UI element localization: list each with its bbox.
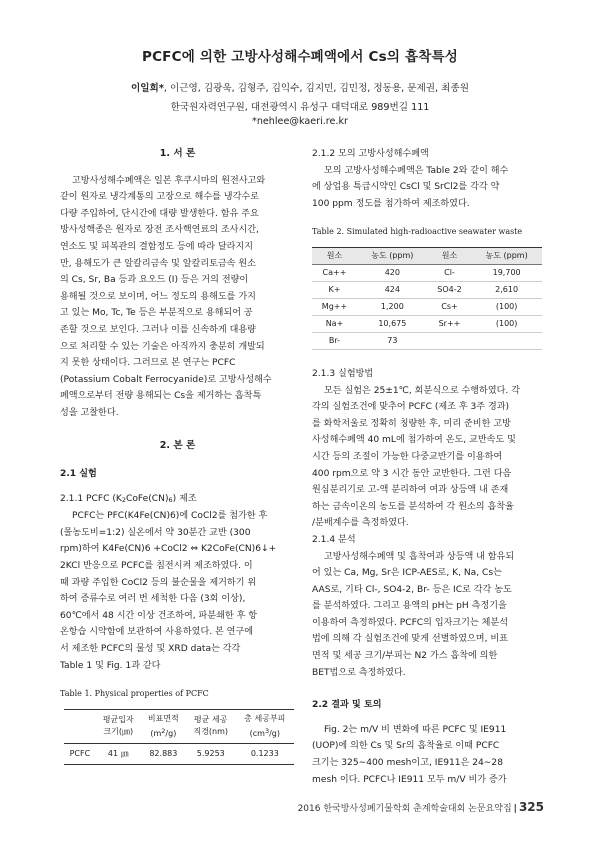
text-line: 에 상업용 특급시약인 CsCl 및 SrCl2를 각각 약	[312, 182, 500, 193]
table1-cell: 41 ㎛	[107, 748, 129, 758]
table2-cell: Cl-	[428, 264, 472, 281]
table2-row	[312, 281, 542, 298]
table1-cell: 0.1233	[250, 748, 279, 758]
text-line: 를 화학저울로 정확히 칭량한 후, 미리 준비한 고방	[312, 418, 511, 429]
table2-cell	[428, 332, 472, 349]
text-line: 으로 처리할 수 있는 기술은 아직까지 충분히 개발되	[60, 341, 265, 352]
table2-header: 농도 (ppm)	[357, 247, 428, 264]
text-line: 연소도 및 피복관의 결함정도 등에 따라 달라지지	[60, 241, 254, 252]
text-line: rpm)하여 K4Fe(CN)6 +CoCl2 ⇔ K2CoFe(CN)6↓+	[60, 544, 277, 555]
experiment-method-paragraph	[312, 383, 544, 532]
text-line: 크기는 325∼400 mesh이고, IE911은 24∼28	[312, 758, 503, 769]
text-line: (UOP)에 의한 Cs 및 Sr의 흡착율로 이때 PCFC	[312, 741, 500, 752]
text-line: /분배계수를 측정하였다.	[312, 518, 409, 529]
table2-cell: 2,610	[471, 281, 542, 298]
text-line: (Potassium Cobalt Ferrocyanide)로 고방사성해수	[60, 374, 272, 385]
text-line: 서 제조한 PCFC의 물성 및 XRD data는 각각	[60, 644, 241, 655]
table2-header: 원소	[428, 247, 472, 264]
subsection-experiment-heading: 2.1 실험	[60, 469, 97, 480]
table2-cell: 73	[357, 332, 428, 349]
text-line: 이용하여 측정하였다. PCFC의 입자크기는 체분석	[312, 617, 508, 628]
text-line: Table 1 및 Fig. 1과 같다	[60, 660, 161, 671]
subsection-analysis-heading: 2.1.4 분석	[312, 534, 356, 545]
text-line: 다량 주입하여, 단시간에 대량 발생한다. 함유 주요	[60, 208, 259, 219]
text-line: 때 과량 주입한 CoCl2 등의 불순물을 제거하기 위	[60, 577, 257, 588]
text-line: 온항습 시약함에 보관하여 사용하였다. 본 연구에	[60, 627, 254, 638]
text-line: 2KCl 반응으로 PCFC를 침전시켜 제조하였다. 이	[60, 561, 253, 572]
left-column	[60, 146, 295, 765]
text-line: mesh 이다. PCFC나 IE911 모두 m/V 비가 증가	[312, 774, 507, 785]
table1-header: 평균입자 크기(㎛)	[96, 709, 141, 743]
text-line: 폐액으로부터 전량 용해되는 Cs을 제거하는 흡착특	[60, 391, 262, 402]
table1-cell: PCFC	[69, 748, 91, 758]
author-list	[0, 80, 600, 94]
analysis-paragraph	[312, 549, 544, 682]
text-line: 를 분석하였다. 그리고 용액의 pH는 pH 측정기을	[312, 601, 507, 612]
section-introduction-heading: 1. 서 론	[159, 148, 196, 159]
table2-cell: 19,700	[471, 264, 542, 281]
text-line: 고 있는 Mo, Tc, Te 등은 부분적으로 용해되어 공	[60, 308, 253, 319]
results-paragraph	[312, 722, 544, 788]
text-line: 모의 고방사성해수폐액은 Table 2와 같이 해수	[324, 165, 509, 176]
text-line: 사성해수폐액 40 mL에 첨가하여 온도, 교반속도 및	[312, 435, 516, 446]
text-line: 용해될 것으로 보이며, 어느 정도의 용해도를 가지	[60, 291, 256, 302]
table2-header: 원소	[312, 247, 357, 264]
table1-cell: 82.883	[149, 748, 178, 758]
text-line: 고방사성해수폐액은 일본 후쿠시마의 원전사고와	[72, 175, 266, 186]
paper-title: PCFC에 의한 고방사성해수폐액에서 Cs의 흡착특성	[141, 49, 458, 65]
table2-cell: Na+	[312, 315, 357, 332]
section-body-heading: 2. 본 론	[159, 439, 196, 451]
table2-row	[312, 298, 542, 315]
table2-cell: Br-	[312, 332, 357, 349]
footer-separator: |	[513, 804, 517, 814]
table2-cell: 420	[357, 264, 428, 281]
affiliation: 한국원자력연구원, 대전광역시 유성구 대덕대로 989번길 111	[170, 102, 430, 113]
table2-cell: 10,675	[357, 315, 428, 332]
text-line: AAS로, 기타 Cl-, SO4-2, Br- 등은 IC로 각각 농도	[312, 584, 512, 595]
text-line: 어 있는 Ca, Mg, Sr은 ICP-AES로, K, Na, Cs는	[312, 568, 502, 579]
table1-header: 평균 세공 직경(nm)	[186, 709, 236, 743]
right-column	[312, 146, 544, 788]
simulated-waste-paragraph	[312, 163, 544, 213]
text-line: 의 Cs, Sr, Ba 등과 요오드 (I) 등은 거의 전량이	[60, 275, 249, 286]
contact-email: *nehlee@kaeri.re.kr	[252, 116, 348, 127]
table2-cell: Ca++	[312, 264, 357, 281]
subsection-results-heading: 2.2 결과 및 토의	[312, 700, 382, 711]
text-line: (몰농도비=1:2) 실온에서 약 30분간 교반 (300	[60, 527, 251, 538]
text-line: 면적 및 세공 크기/부피는 N2 가스 흡착에 의한	[312, 651, 498, 662]
text-line: 원심분리기로 고-액 분리하여 여과 상등액 내 존재	[312, 485, 509, 496]
table2-cell: 424	[357, 281, 428, 298]
text-line: 성을 고찰한다.	[60, 407, 119, 418]
table2-row	[312, 315, 542, 332]
table2-header: 농도 (ppm)	[471, 247, 542, 264]
footer-proceedings-title: 2016 한국방사성폐기물학회 춘계학술대회 논문요약집	[297, 804, 512, 814]
subsection-simulated-waste-heading: 2.1.2 모의 고방사성해수폐액	[312, 149, 429, 159]
text-line: 400 rpm으로 약 3 시간 동안 교반한다. 그런 다음	[312, 468, 512, 479]
text-line: 60℃에서 48 시간 이상 건조하여, 파분쇄한 후 항	[60, 610, 258, 621]
text-line: 하여 증류수로 여러 번 세척한 다음 (3회 이상),	[60, 594, 246, 605]
page-number: 325	[518, 800, 544, 814]
text-line: 법에 의해 각 실험조건에 맞게 선별하였으며, 비표	[312, 634, 508, 645]
method-paragraph	[60, 508, 295, 674]
subsection-method-heading: 2.1.3 실험방법	[312, 368, 374, 379]
table2-cell	[471, 332, 542, 349]
table1-header: 비표면적 $(m^2/g)$	[141, 709, 186, 743]
table1-cell: 5.9253	[196, 748, 225, 758]
text-line: Fig. 2는 m/V 비 변화에 따른 PCFC 및 IE911	[324, 724, 507, 735]
text-line: PCFC는 PFC(K4Fe(CN)6)에 CoCl2를 첨가한 후	[72, 511, 268, 522]
page-footer	[298, 800, 544, 814]
text-line: 지 못한 상태이다. 그러므로 본 연구는 PCFC	[60, 358, 236, 369]
table1-caption: Table 1. Physical properties of PCFC	[60, 689, 209, 699]
table2-cell: Sr++	[428, 315, 472, 332]
text-line: 하는 금속이온의 농도를 분석하여 각 원소의 흡착율	[312, 501, 514, 512]
table2-cell: (100)	[471, 298, 542, 315]
table2-cell: Mg++	[312, 298, 357, 315]
text-line: 고방사성해수폐액 및 흡착여과 상등액 내 함유되	[324, 551, 515, 562]
text-line: 방사성핵종은 원자로 장전 조사핵연료의 조사시간,	[60, 225, 259, 236]
table2-row	[312, 264, 542, 281]
text-line: 시간 등의 조절이 가능한 다중교반기를 이용하여	[312, 451, 503, 462]
table2-row	[312, 332, 542, 349]
table2-cell: Cs+	[428, 298, 472, 315]
text-line: 같이 원자로 냉각계통의 고장으로 해수를 냉각수로	[60, 192, 259, 203]
text-line: 100 ppm 정도를 첨가하여 제조하였다.	[312, 198, 470, 209]
table2-cell: K+	[312, 281, 357, 298]
coauthors: , 이근영, 김광욱, 김형주, 김익수, 김지민, 김민정, 정동용, 문제권, 최종원	[163, 83, 469, 94]
table2-cell: 1,200	[357, 298, 428, 315]
text-line: 각의 실험조건에 맞추어 PCFC (제조 후 3주 경과)	[312, 402, 510, 413]
introduction-paragraph	[60, 173, 295, 422]
table1-physical-properties	[64, 709, 294, 765]
table2-seawater-composition	[312, 247, 542, 350]
table1-row	[64, 743, 294, 764]
table1-header-blank	[64, 709, 96, 743]
text-line: 모든 실험은 25±1℃, 회분식으로 수행하였다. 각	[324, 385, 520, 396]
table2-caption: Table 2. Simulated high-radioactive seawater waste	[312, 227, 523, 237]
subsection-pcfc-heading: 2.1.1 PCFC (K2CoFe(CN)6) 제조	[60, 493, 197, 504]
text-line: 만, 용해도가 큰 알칼리금속 및 알칼리토금속 원소	[60, 258, 256, 269]
text-line: BET법으로 측정하였다.	[312, 667, 406, 678]
table1-header: 총 세공부피 $(cm^3/g)$	[236, 709, 294, 743]
lead-author: 이일희*	[131, 83, 164, 94]
text-line: 존할 것으로 보인다. 그러나 이를 신속하게 대용량	[60, 324, 256, 335]
table2-cell: SO4-2	[428, 281, 472, 298]
table2-cell: (100)	[471, 315, 542, 332]
